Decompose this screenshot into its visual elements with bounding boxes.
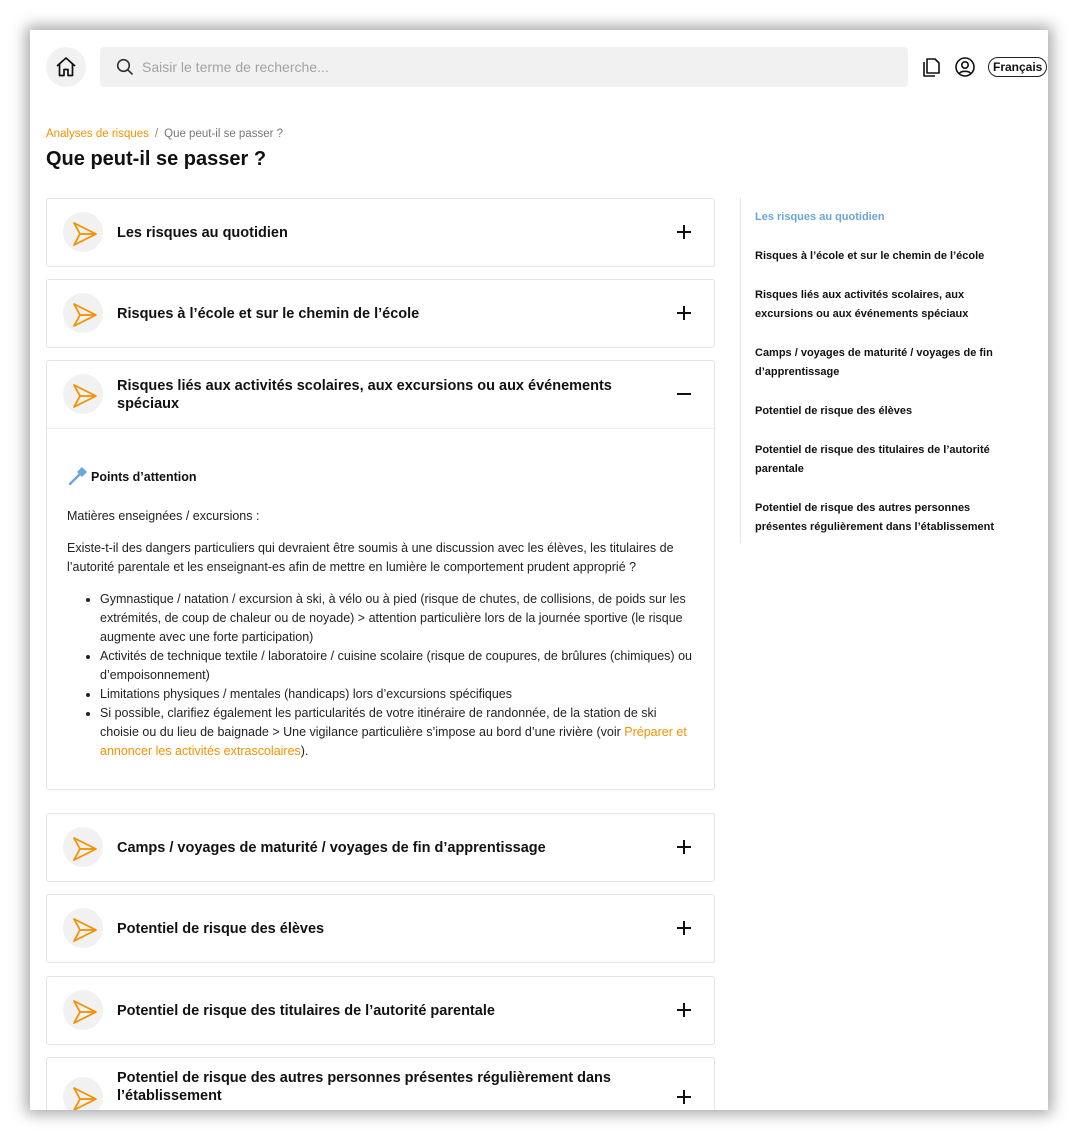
- list-item-end: ).: [300, 744, 309, 758]
- plus-icon[interactable]: [674, 837, 694, 857]
- documents-icon: [920, 56, 942, 78]
- pin-icon: [67, 463, 91, 487]
- toc-item-parent-risk[interactable]: Potentiel de risque des titulaires de l’autorité parentale: [755, 444, 990, 475]
- toc-item-school-activities[interactable]: Risques liés aux activités scolaires, aux excursions ou aux événements spéciaux: [755, 289, 969, 320]
- breadcrumb-parent-link[interactable]: Analyses de risques: [46, 128, 149, 140]
- attention-list: [67, 590, 694, 761]
- paper-plane-icon: [63, 908, 103, 948]
- toc-item-school-route[interactable]: Risques à l’école et sur le chemin de l’école: [755, 250, 985, 262]
- accordion-school-activities-risks: [46, 360, 715, 790]
- paper-plane-icon: [63, 374, 103, 414]
- accordion-title: Potentiel de risque des autres personnes présentes régulièrement dans l’établissement: [117, 1070, 611, 1104]
- content-intro: Matières enseignées / excursions :: [67, 509, 260, 523]
- list-item: [100, 704, 694, 761]
- search-icon: [116, 57, 136, 77]
- accordion-parent-risk: [46, 976, 715, 1045]
- accordion-other-persons-risk: [46, 1057, 715, 1110]
- list-item-text: Si possible, clarifiez également les particularités de votre itinéraire de randonnée, de la station de ski choisie ou du lieu de baignade > Une vigilance particulière s’impose au bord d’une rivière (voir: [100, 706, 657, 739]
- plus-icon[interactable]: [674, 303, 694, 323]
- attention-heading: [67, 463, 694, 487]
- accordion-school-route-risks: [46, 279, 715, 348]
- home-button[interactable]: [46, 47, 86, 87]
- page-title: Que peut-il se passer ?: [46, 148, 267, 170]
- accordion-title: Potentiel de risque des élèves: [117, 920, 325, 937]
- accordion-title: Potentiel de risque des titulaires de l’autorité parentale: [117, 1002, 495, 1019]
- header: [30, 30, 1048, 106]
- user-account-button[interactable]: [954, 56, 976, 78]
- language-selector[interactable]: Français: [988, 57, 1047, 77]
- paper-plane-icon: [63, 990, 103, 1030]
- content-question: Existe-t-il des dangers particuliers qui devraient être soumis à une discussion avec les élèves, les titulaires de l’autorité parentale et les enseignant-es afin de mettre en lumière le comportement prudent approprié ?: [67, 541, 674, 574]
- toc-item-other-persons-risk[interactable]: Potentiel de risque des autres personnes présentes régulièrement dans l’établissement: [755, 502, 995, 533]
- plus-icon[interactable]: [674, 918, 694, 938]
- toc-item-camps-trips[interactable]: Camps / voyages de maturité / voyages de fin d’apprentissage: [755, 347, 993, 378]
- accordion-header[interactable]: [47, 280, 714, 347]
- list-item: • Gymnastique / natation / excursion à ski, à vélo ou à pied (risque de chutes, de collisions, de poids sur les extrémités, de coup de chaleur ou de noyade) > attention particulière lors de la journée sportive (le risque augmente avec une forte participation): [100, 590, 694, 647]
- breadcrumb-separator: /: [154, 128, 159, 140]
- paper-plane-icon: [63, 212, 103, 252]
- minus-icon[interactable]: [674, 384, 694, 404]
- plus-icon[interactable]: [674, 1000, 694, 1020]
- search-bar[interactable]: [100, 47, 908, 87]
- accordion-title: Les risques au quotidien: [117, 224, 288, 241]
- accordion-header[interactable]: [47, 977, 714, 1044]
- plus-icon[interactable]: [674, 1087, 694, 1107]
- plus-icon[interactable]: [674, 222, 694, 242]
- toc-item-daily-risks[interactable]: Les risques au quotidien: [755, 211, 885, 223]
- search-input[interactable]: [140, 58, 908, 76]
- attention-heading-text: Points d’attention: [91, 470, 197, 484]
- accordion-camps-trips: [46, 813, 715, 882]
- user-icon: [954, 56, 976, 78]
- page-frame: [30, 30, 1048, 1110]
- paper-plane-icon: [63, 1077, 103, 1110]
- list-item: • Activités de technique textile / laboratoire / cuisine scolaire (risque de coupures, de brûlures (chimiques) ou d’empoisonnement): [100, 647, 694, 685]
- table-of-contents: [740, 198, 1009, 543]
- accordion-daily-risks: [46, 198, 715, 267]
- list-item: • Limitations physiques / mentales (handicaps) lors d’excursions spécifiques: [100, 685, 694, 704]
- paper-plane-icon: [63, 827, 103, 867]
- accordion-title: Risques liés aux activités scolaires, aux excursions ou aux événements spéciaux: [117, 377, 612, 412]
- breadcrumb: [46, 128, 283, 140]
- documents-button[interactable]: [920, 56, 942, 78]
- accordion-header[interactable]: [47, 895, 714, 962]
- toc-item-student-risk[interactable]: Potentiel de risque des élèves: [755, 405, 913, 417]
- accordion-title: Risques à l’école et sur le chemin de l’école: [117, 305, 420, 322]
- accordion-header[interactable]: [47, 814, 714, 881]
- accordion-title: Camps / voyages de maturité / voyages de fin d’apprentissage: [117, 839, 546, 856]
- paper-plane-icon: [63, 293, 103, 333]
- accordion-header[interactable]: [47, 199, 714, 266]
- accordion-header[interactable]: [47, 361, 714, 428]
- prepare-activities-link[interactable]: Préparer et annoncer les activités extrascolaires: [100, 725, 687, 758]
- accordion-student-risk: [46, 894, 715, 963]
- home-icon: [54, 55, 78, 79]
- accordion-content: [47, 428, 714, 789]
- accordion-header[interactable]: [47, 1058, 714, 1110]
- breadcrumb-current: Que peut-il se passer ?: [164, 128, 284, 140]
